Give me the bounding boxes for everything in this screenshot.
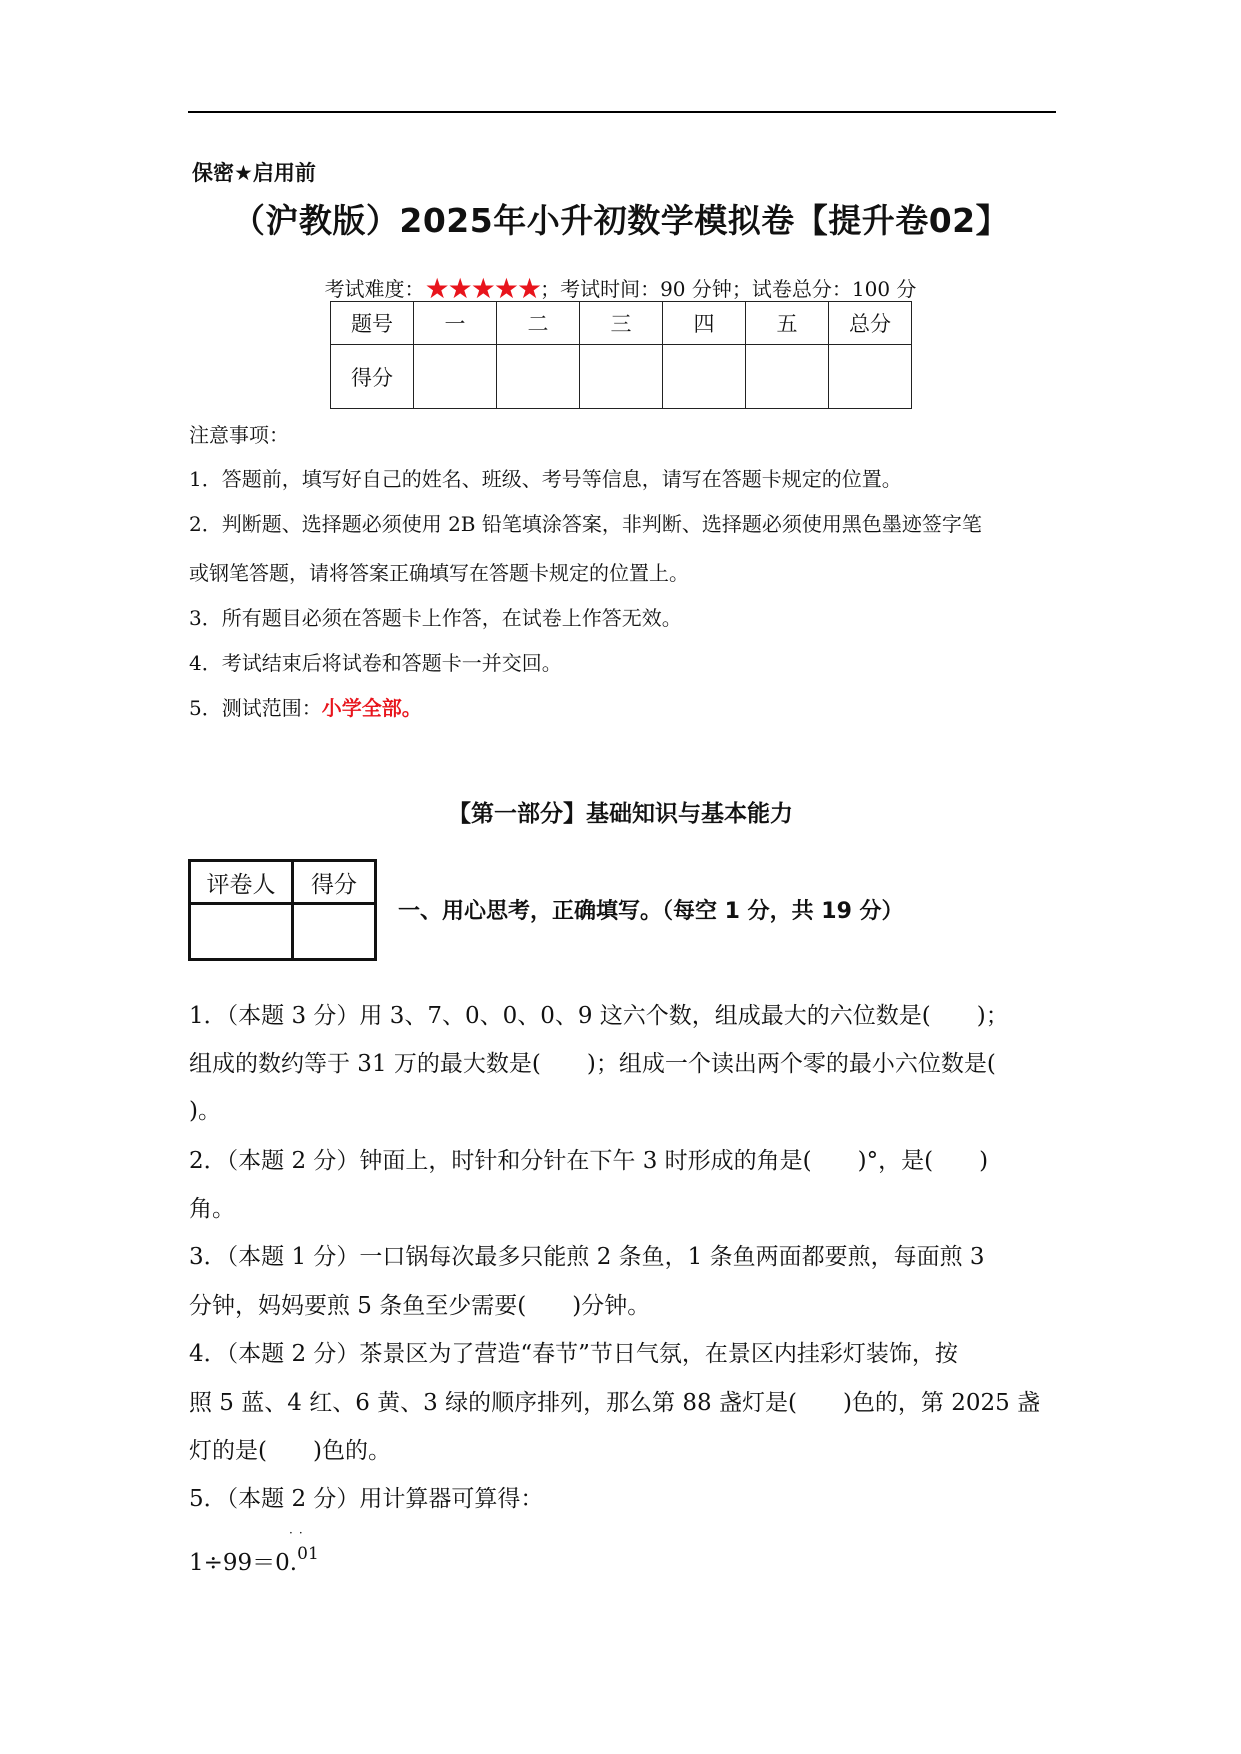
range-value: 小学全部。 [321,696,422,720]
difficulty-label: 考试难度： [324,277,425,301]
formula-text: 1÷99＝0. [189,1550,298,1576]
grader-reviewer-cell [190,904,293,960]
secret-label: 保密★启用前 [192,161,316,185]
score-cell [829,345,912,409]
question-line: 灯的是( )色的。 [189,1438,391,1464]
question-line: 分钟，妈妈要煎 5 条鱼至少需要( )分钟。 [189,1293,651,1319]
question-line: 1．（本题 3 分）用 3、7、0、0、0、9 这六个数，组成最大的六位数是( )； [189,1003,1009,1029]
page-title: （沪教版）2025年小升初数学模拟卷【提升卷02】 [231,201,1010,240]
score-header-cell: 三 [580,302,663,345]
note-item: 3．所有题目必须在答题卡上作答，在试卷上作答无效。 [189,606,682,630]
score-cell [497,345,580,409]
score-table [330,301,912,409]
score-header-cell: 总分 [829,302,912,345]
score-header-cell: 四 [663,302,746,345]
question-line: 3．（本题 1 分）一口锅每次最多只能煎 2 条鱼，1 条鱼两面都要煎，每面煎 3 [189,1244,985,1270]
question-line: )。 [189,1098,221,1124]
score-row-label: 得分 [331,345,414,409]
grader-table [188,859,377,961]
score-header-cell: 五 [746,302,829,345]
note-item: 4．考试结束后将试卷和答题卡一并交回。 [189,651,562,675]
note-item: 1．答题前，填写好自己的姓名、班级、考号等信息，请写在答题卡规定的位置。 [189,467,902,491]
score-header-cell: 二 [497,302,580,345]
grader-reviewer-label: 评卷人 [190,861,293,904]
section-title: 一、用心思考，正确填写。（每空 1 分，共 19 分） [398,899,904,924]
score-header-cell: 一 [414,302,497,345]
question-line: 2．（本题 2 分）钟面上，时针和分针在下午 3 时形成的角是( )°，是( ) [189,1148,989,1174]
question-line: 照 5 蓝、4 红、6 黄、3 绿的顺序排列，那么第 88 盏灯是( )色的，第 2025 盏 [189,1390,1041,1416]
note-item: 或钢笔答题，请将答案正确填写在答题卡规定的位置上。 [189,561,689,585]
exam-meta-rest: ；考试时间：90 分钟；试卷总分：100 分 [540,277,917,301]
score-cell [414,345,497,409]
score-header-cell: 题号 [331,302,414,345]
note-item: 2．判断题、选择题必须使用 2B 铅笔填涂答案，非判断、选择题必须使用黑色墨迹签字笔 [189,512,982,536]
grader-score-cell [293,904,376,960]
question-line: 角。 [189,1196,235,1222]
question-line: 4．（本题 2 分）茶景区为了营造“春节”节日气氛，在景区内挂彩灯装饰，按 [189,1341,958,1367]
grader-score-label: 得分 [293,861,376,904]
score-cell [746,345,829,409]
score-cell [580,345,663,409]
formula-repeating-digits: 01 [297,1544,319,1564]
formula [189,1544,319,1577]
range-prefix: 5．测试范围： [189,696,322,720]
question-line: 5．（本题 2 分）用计算器可算得： [189,1486,544,1512]
header-rule [188,111,1056,113]
notes-title: 注意事项： [189,423,289,447]
score-cell [663,345,746,409]
difficulty-stars-icon: ★★★★★ [424,272,541,305]
repeating-dots-icon: ·· [289,1526,309,1540]
part-title: 【第一部分】基础知识与基本能力 [448,801,793,827]
question-line: 组成的数约等于 31 万的最大数是( )；组成一个读出两个零的最小六位数是( [189,1051,996,1077]
note-item-range [189,692,422,721]
